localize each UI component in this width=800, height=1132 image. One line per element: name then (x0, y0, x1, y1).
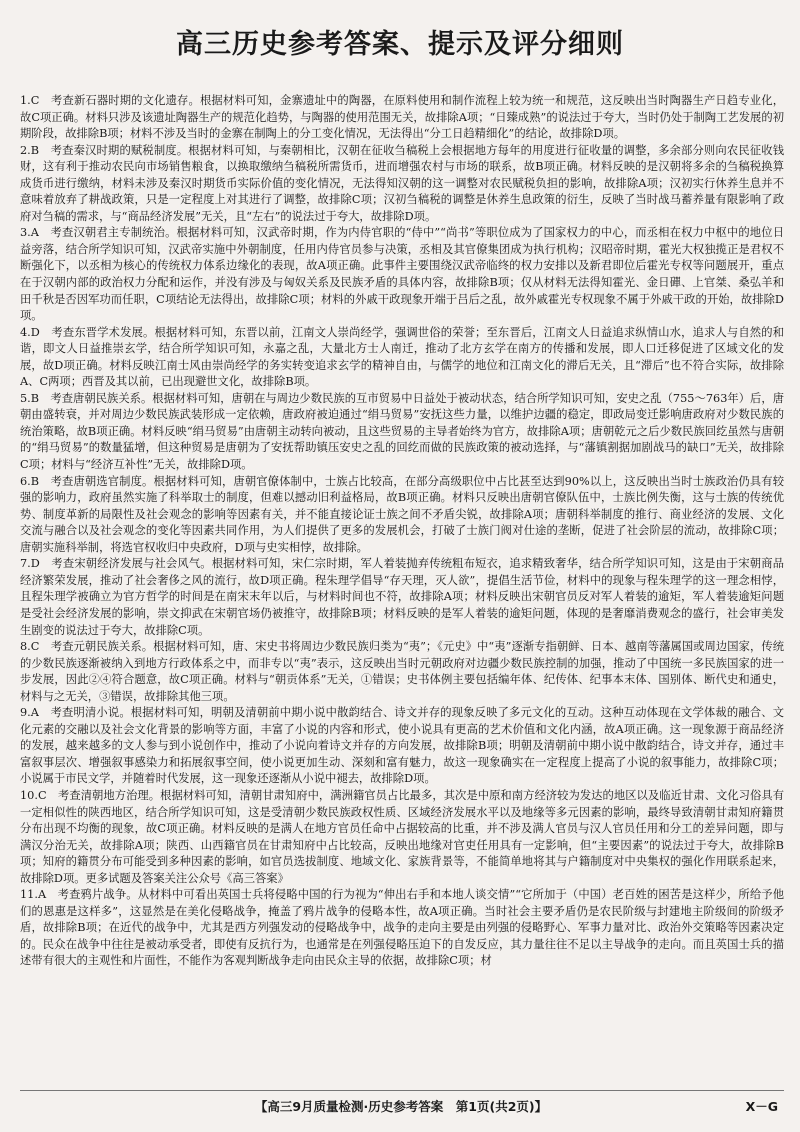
answer-list (20, 93, 784, 1058)
answer-item-3: 3.A 考查汉朝君主专制统治。根据材料可知，汉武帝时期，作为内侍官职的“侍中”“尚书”等职位成为了国家权力的中心，而丞相在权力中枢中的地位日益旁落，结合所学知识可知，汉武帝实施中外朝制度，任用内侍官员参与决策，丞相及其官僚集团成为执行机构；汉昭帝时期，霍光大权独揽正是君权不断强化下，以丞相为核心的传统权力体系边缘化的表现，故A项正确。此事件主要围绕汉武帝临终的权力安排以及新君即位后霍光专权等问题展开，重点在于汉朝内部的政治权力分配和运作，并没有涉及与匈奴关系及民族矛盾的具体内容，故排除B项；仅从材料无法得知霍光、金日磾、上官桀、桑弘羊和田千秋是否因军功而任职，C项结论无法得出，故排除C项；材料的外戚干政现象开端于吕后之乱，故外戚霍光专权现象不属于外戚干政的开始，故排除D项。 (20, 226, 784, 323)
answer-item-10: 10.C 考查清朝地方治理。根据材料可知，清朝甘肃知府中，满洲籍官员占比最多，其次是中原和南方经济较为发达的地区以及临近甘肃、文化习俗具有一定相似性的陕西地区，结合所学知识可知，这是受清朝少数民族政权性质、区域经济发展水平以及地缘等多元因素的影响，最终导致清朝甘肃知府籍贯分布出现不均衡的现象，故C项正确。材料反映的是满人在地方官员任命中占据较高的比重，并不涉及满人官员与汉人官员任用和分工的差异问题，即与满汉分治无关，故排除A项；陕西、山西籍官员在甘肃知府中占比较高，反映出地缘对官吏任用具有一定影响，但“主要因素”的说法过于夸大，故排除B项；知府的籍贯分布可能受到多种因素的影响，如官员选拔制度、地域文化、家族背景等，不能简单地将其与户籍制度对中央集权的强化作用联系起来，故排除D项。更多试题及答案关注公众号《高三答案》 (20, 788, 784, 885)
footer-code: X－G (745, 1099, 778, 1114)
footer-divider (20, 1090, 784, 1091)
answer-item-9: 9.A 考查明清小说。根据材料可知，明朝及清朝前中期小说中散韵结合、诗文并存的现象反映了多元文化的互动。这种互动体现在文学体裁的融合、文化元素的交融以及社会文化背景的影响等方面，丰富了小说的内容和形式，使小说具有更高的艺术价值和文化内涵，故A项正确。这一现象源于商品经济的发展，越来越多的文人参与到小说创作中，推动了小说向着诗文并存的方向发展，故排除B项；明朝及清朝前中期小说中散韵结合，诗文并存，通过丰富叙事层次、增强叙事感染力和拓展叙事空间，使小说更加生动、深刻和富有魅力，故这一现象确实在一定程度上提高了小说的叙事能力，故排除C项；小说属于市民文学，并随着时代发展，这一现象还逐渐从小说中褪去，故排除D项。 (20, 706, 784, 786)
answer-item-1: 1.C 考查新石器时期的文化遗存。根据材料可知，金寨遗址中的陶器，在原料使用和制作流程上较为统一和规范，这反映出当时陶器生产日趋专业化，故C项正确。材料只涉及该遗址陶器生产的规范化趋势，与陶器的使用范围无关，故排除A项；“日臻成熟”的说法过于夸大，当时仍处于制陶工艺发展的初期阶段，故排除B项；材料不涉及当时的金寨在制陶上的分工变化情况，无法得出“分工日趋精细化”的结论，故排除D项。 (20, 94, 784, 141)
answer-item-6: 6.B 考查唐朝选官制度。根据材料可知，唐朝官僚体制中，士族占比较高，在部分高级职位中占比甚至达到90%以上，这反映出当时士族政治仍具有较强的影响力，政府虽然实施了科举取士的制度，但难以撼动旧利益格局，故B项正确。材料只反映出唐朝官僚队伍中，士族比例失衡，这与士族的传统优势、制度革新的局限性及社会观念的影响等因素有关，并不能直接论证士族之间不矛盾尖锐，故排除A项；唐朝科举制度的推行、商业经济的发展、文化交流与融合以及社会观念的变化等因素共同作用，为人们提供了更多的发展机会，打破了士族门阀对仕途的垄断，促进了社会阶层的流动，故排除C项；唐朝实施科举制，将选官权收归中央政府，D项与史实相悖，故排除。 (20, 474, 784, 554)
answer-item-4: 4.D 考查东晋学术发展。根据材料可知，东晋以前，江南文人崇尚经学，强调世俗的荣誉；至东晋后，江南文人日益追求纵情山水，追求人与自然的和谐，即文人日益推崇玄学，结合所学知识可知，永嘉之乱，大量北方士人南迁，推动了北方玄学在南方的传播和发展，即人口迁移促进了区域文化的发展，故D项正确。材料反映江南士风由崇尚经学的务实转变追求玄学的精神自由，与儒学的地位和江南文化的滞后无关，且“滞后”也不符合实际，故排除A、C两项；西晋及其以前，已出现避世文化，故排除B项。 (20, 325, 784, 389)
answer-item-5: 5.B 考查唐朝民族关系。根据材料可知，唐朝在与周边少数民族的互市贸易中日益处于被动状态，结合所学知识可知，安史之乱（755～763年）后，唐朝由盛转衰，并对周边少数民族武装形成一定依赖，唐政府被迫通过“绢马贸易”安抚这些力量，以维护边疆的稳定，即政局变迁影响唐政府对少数民族的统治策略，故B项正确。材料反映“绢马贸易”由唐朝主动转向被动，且这些贸易的主导者始终为官方，故排除A项；唐朝乾元之后少数民族回纥虽然与唐朝的“绢马贸易”的数量猛增，但这种贸易是唐朝为了安抚帮助镇压安史之乱的回纥而做的民族政策的被动选择，与“藩镇割据加剧战马的缺口”无关，故排除C项；材料与“经济互补性”无关，故排除D项。 (20, 391, 784, 472)
answer-item-2: 2.B 考查秦汉时期的赋税制度。根据材料可知，与秦朝相比，汉朝在征收刍稿税上会根据地方每年的用度进行征收量的调整，多余部分则向农民征收钱财，这有利于推动农民向市场销售粮食，以换取缴纳刍稿税所需货币，进而增强农村与市场的联系，故B项正确。材料反映的是汉朝将多余的刍稿税换算成货币进行缴纳，材料未涉及秦汉时期货币实际价值的变化情况，无法得知汉朝的这一调整对农民赋税负担的影响，故排除A项；汉初实行休养生息并不意味着放弃了耕战政策，只是一定程度上对其进行了调整，故排除C项；汉初刍稿税的调整是休养生息政策的衍生，反映了当时战马蓄养量有限影响了政府对刍稿的需求，与“商品经济发展”无关，且“左右”的说法过于夸大，故排除D项。 (20, 143, 784, 223)
answer-item-7: 7.D 考查宋朝经济发展与社会风气。根据材料可知，宋仁宗时期，军人着装抛弃传统粗布短衣，追求精致奢华，结合所学知识可知，这是由于宋朝商品经济繁荣发展，推动了社会奢侈之风的流行，故D项正确。程朱理学倡导“存天理，灭人欲”，提倡生活节俭，材料中的现象与程朱理学的这一理念相悖，且程朱理学被确立为官方哲学的时间是在南宋末年以后，与材料时间也不符，故排除A项；材料反映出宋朝官员反对军人着装的逾矩，军人着装逾矩问题是受社会经济发展的影响，崇文抑武在宋朝官场仍被推守，故排除B项；材料反映的是军人着装的逾矩问题，体现的是奢靡消费观念的盛行，社会审美发生剧变的说法过于夸大，故排除C项。 (20, 557, 784, 637)
footer-page-info: 【高三9月质量检测·历史参考答案 第1页(共2页)】 (254, 1099, 548, 1114)
page-footer (20, 1097, 782, 1117)
answer-item-11: 11.A 考查鸦片战争。从材料中可看出英国士兵将侵略中国的行为视为“伸出右手和本地人谈交情”“它所加于（中国）老百姓的困苦是这样少，所给予他们的恩惠是这样多”，这显然是在美化侵略战争，掩盖了鸦片战争的侵略本性，故A项正确。当时社会主要矛盾仍是农民阶级与封建地主阶级间的阶级矛盾，故排除B项；在近代的战争中，尤其是西方列强发动的侵略战争中，战争的走向主要是由列强的侵略野心、军事力量对比、政治外交策略等因素决定的。民众在战争中往往是被动承受者，即使有反抗行为，也通常是在列强侵略压迫下的自发反应，其力量往往不足以主导战争的走向。而且英国士兵的描述带有很大的主观性和片面性，不能作为客观判断战争走向由民众主导的依据，故排除C项；材 (20, 888, 784, 968)
answer-item-8: 8.C 考查元朝民族关系。根据材料可知，唐、宋史书将周边少数民族归类为“夷”；《元史》中“夷”逐渐专指朝鲜、日本、越南等藩属国或周边国家，传统的少数民族逐渐被纳入到地方行政体系之中，而非专以“夷”表示，这反映出当时元朝政府对边疆少数民族控制的加强，推动了中国统一多民族国家的进一步发展，因此②④符合题意，故C项正确。材料与“朝贡体系”无关，①错误；史书体例主要包括编年体、纪传体、纪事本末体、国别体、断代史和通史，材料与之无关，③错误，故排除其他三项。 (20, 640, 784, 703)
page-title: 高三历史参考答案、提示及评分细则 (176, 29, 624, 60)
